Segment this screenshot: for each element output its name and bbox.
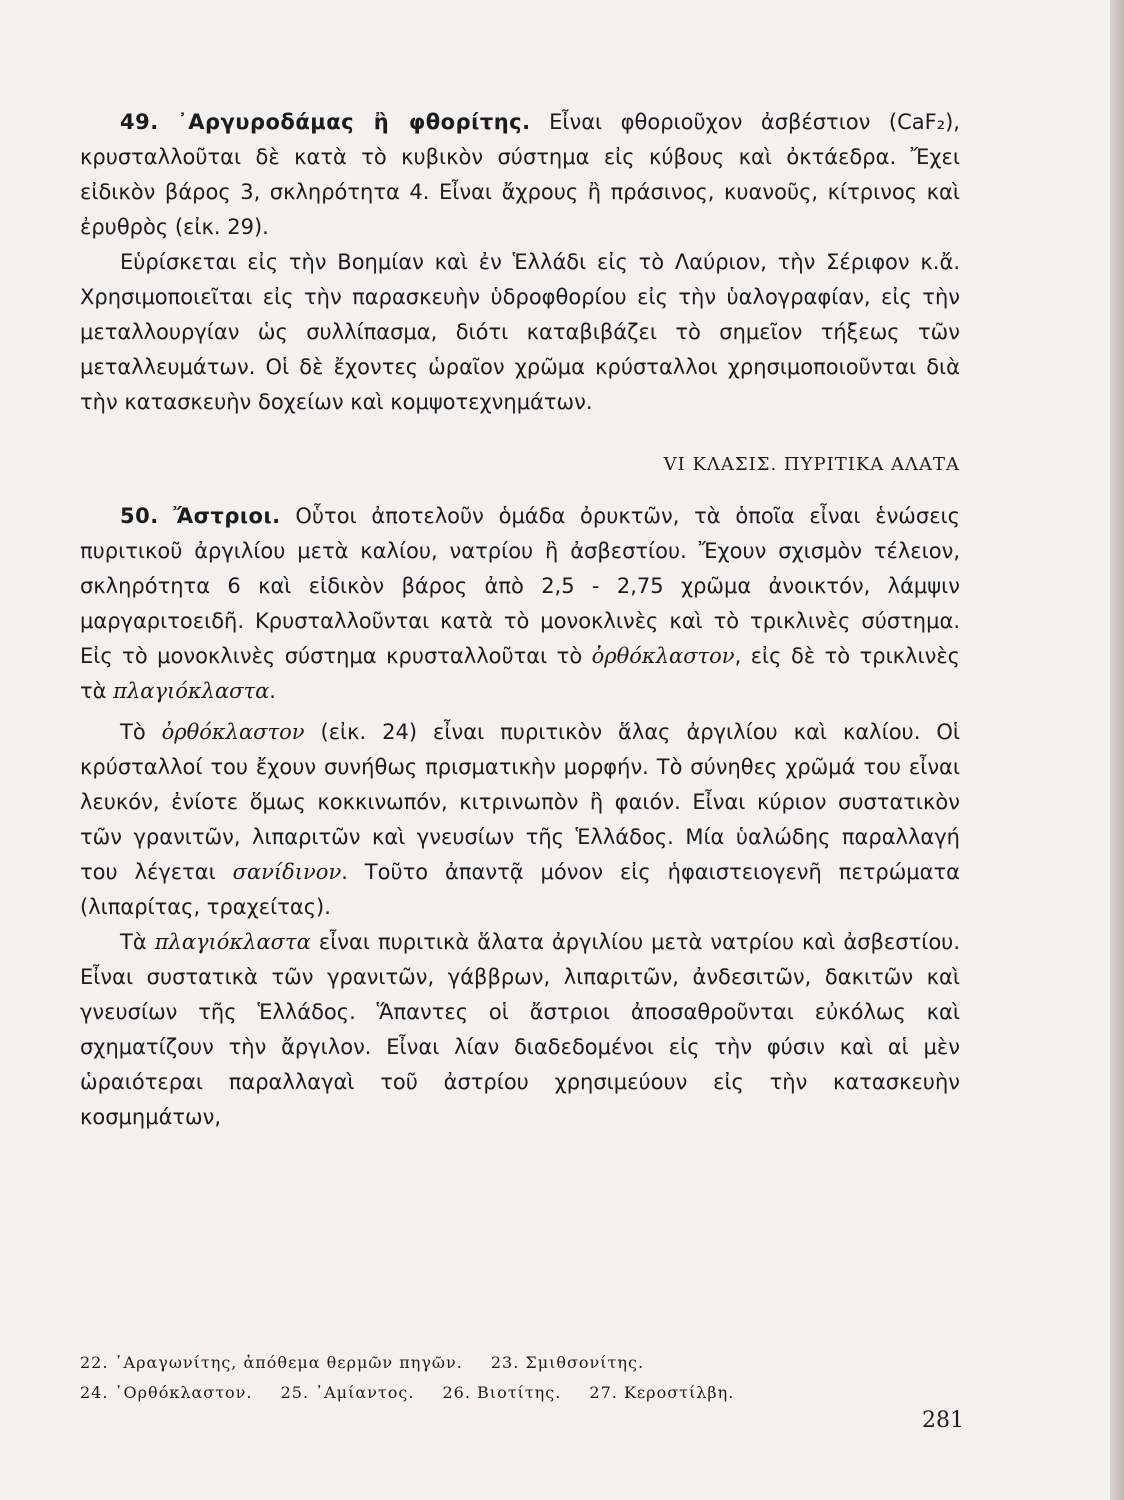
paragraph-50-text-2: , εἰς δὲ τὸ τρικλινὲς τὰ [80,644,960,703]
section-heading: VI ΚΛΑΣΙΣ. ΠΥΡΙΤΙΚΑ ΑΛΑΤΑ [663,454,960,475]
page-body [80,105,960,1135]
caption-27: 27. Κεροστίλβη. [589,1383,735,1402]
caption-23: 23. Σμιθσονίτης. [490,1353,645,1372]
paragraph-plagioclase-text: εἶναι πυριτικὰ ἅλατα ἀργιλίου μετὰ νατρίου καὶ ἀσβεστίου. Εἶναι συστατικὰ τῶν γρανιτῶν, γάββρων, λιπαριτῶν, ἀνδεσιτῶν, δακιτῶν καὶ γνευσίων τῆς Ἑλλάδος. Ἅπαντες οἱ ἄστριοι ἀποσαθροῦνται εὐκόλως καὶ σχηματίζουν τὴν ἄργιλον. Εἶναι λίαν διαδεδομένοι εἰς τὴν φύσιν καὶ αἱ μὲν ὡραιότεραι παραλλαγαὶ τοῦ ἀστρίου χρησιμεύουν εἰς τὴν κατασκευὴν κοσμημάτων, [80,930,960,1129]
caption-25: 25. ᾿Αμίαντος. [280,1383,415,1402]
paragraph-50-text-3: . [269,679,276,703]
caption-line-1 [80,1348,960,1378]
paragraph-49-occurrence: Εὑρίσκεται εἰς τὴν Βοημίαν καὶ ἐν Ἑλλάδι εἰς τὸ Λαύριον, τὴν Σέριφον κ.ἄ. Χρησιμοποιεῖται εἰς τὴν παρασκευὴν ὑδροφθορίου εἰς τὴν ὑαλογραφίαν, εἰς τὴν μεταλλουργίαν ὡς συλλίπασμα, διότι καταβιβάζει τὸ σημεῖον τήξεως τῶν μεταλλευμάτων. Οἱ δὲ ἔχοντες ὡραῖον χρῶμα κρύσταλλοι χρησιμοποιοῦνται διὰ τὴν κατασκευὴν δοχείων καὶ κομψοτεχνημάτων. [80,250,960,414]
paragraph-orthoclase [80,715,960,925]
caption-22: 22. ᾿Αραγωνίτης, ἀπόθεμα θερμῶν πηγῶν. [80,1353,463,1372]
paragraph-plagioclase-lead: Τὰ [120,930,155,954]
term-plagioclase-2: πλαγιόκλαστα [154,930,311,954]
page-edge [1110,0,1124,1500]
figure-captions [80,1348,960,1408]
paragraph-orthoclase-text-2: . Τοῦτο ἀπαντᾷ μόνον εἰς ἡφαιστειογενῆ πετρώματα (λιπαρίτας, τραχείτας). [80,860,960,919]
paragraph-orthoclase-lead: Τὸ [120,720,162,744]
entry-title-feldspars: Ἄστριοι. [173,504,281,528]
entry-number-50: 50. [120,504,159,528]
term-sanidine: σανίδινον [232,860,342,884]
paragraph-plagioclase [80,925,960,1135]
paragraph-49 [80,105,960,245]
paragraph-50-text-1: Οὗτοι ἀποτελοῦν ὁμάδα ὀρυκτῶν, τὰ ὁποῖα εἶναι ἑνώσεις πυριτικοῦ ἀργιλίου μετὰ καλίου, νατρίου ἢ ἀσβεστίου. Ἔχουν σχισμὸν τέλειον, σκληρότητα 6 καὶ εἰδικὸν βάρος ἀπὸ 2,5 - 2,75 χρῶμα ἀνοικτόν, λάμψιν μαργαριτοειδῆ. Κρυσταλλοῦνται κατὰ τὸ μονοκλινὲς καὶ τὸ τρικλινὲς σύστημα. Εἰς τὸ μονοκλινὲς σύστημα κρυσταλλοῦται τὸ [80,504,960,668]
caption-line-2 [80,1378,960,1408]
term-orthoclase: ὀρθόκλαστον [591,644,735,668]
paragraph-50 [80,499,960,709]
term-orthoclase-2: ὀρθόκλαστον [161,720,305,744]
entry-number-49: 49. [120,110,159,134]
paragraph-49-text: Εἶναι φθοριοῦχον ἀσβέστιον (CaF₂), κρυσταλλοῦται δὲ κατὰ τὸ κυβικὸν σύστημα εἰς κύβους καὶ ὀκτάεδρα. Ἔχει εἰδικὸν βάρος 3, σκληρότητα 4. Εἶναι ἄχρους ἢ πράσινος, κυανοῦς, κίτρινος καὶ ἐρυθρὸς (εἰκ. 29). [80,110,960,239]
caption-26: 26. Βιοτίτης. [442,1383,562,1402]
caption-24: 24. ᾿Ορθόκλαστον. [80,1383,253,1402]
page-number: 281 [922,1408,964,1433]
entry-title-fluorite: ᾿Αργυροδάμας ἢ φθορίτης. [177,110,531,134]
term-plagioclase: πλαγιόκλαστα [113,679,270,703]
paragraph-orthoclase-text-1: (εἰκ. 24) εἶναι πυριτικὸν ἅλας ἀργιλίου καὶ καλίου. Οἱ κρύσταλλοί του ἔχουν συνήθως πρισματικὴν μορφήν. Τὸ σύνηθες χρῶμά του εἶναι λευκόν, ἐνίοτε ὅμως κοκκινωπόν, κιτρινωπὸν ἢ φαιόν. Εἶναι κύριον συστατικὸν τῶν γρανιτῶν, λιπαριτῶν καὶ γνευσίων τῆς Ἑλλάδος. Μία ὑαλώδης παραλλαγή του λέγεται [80,720,960,884]
